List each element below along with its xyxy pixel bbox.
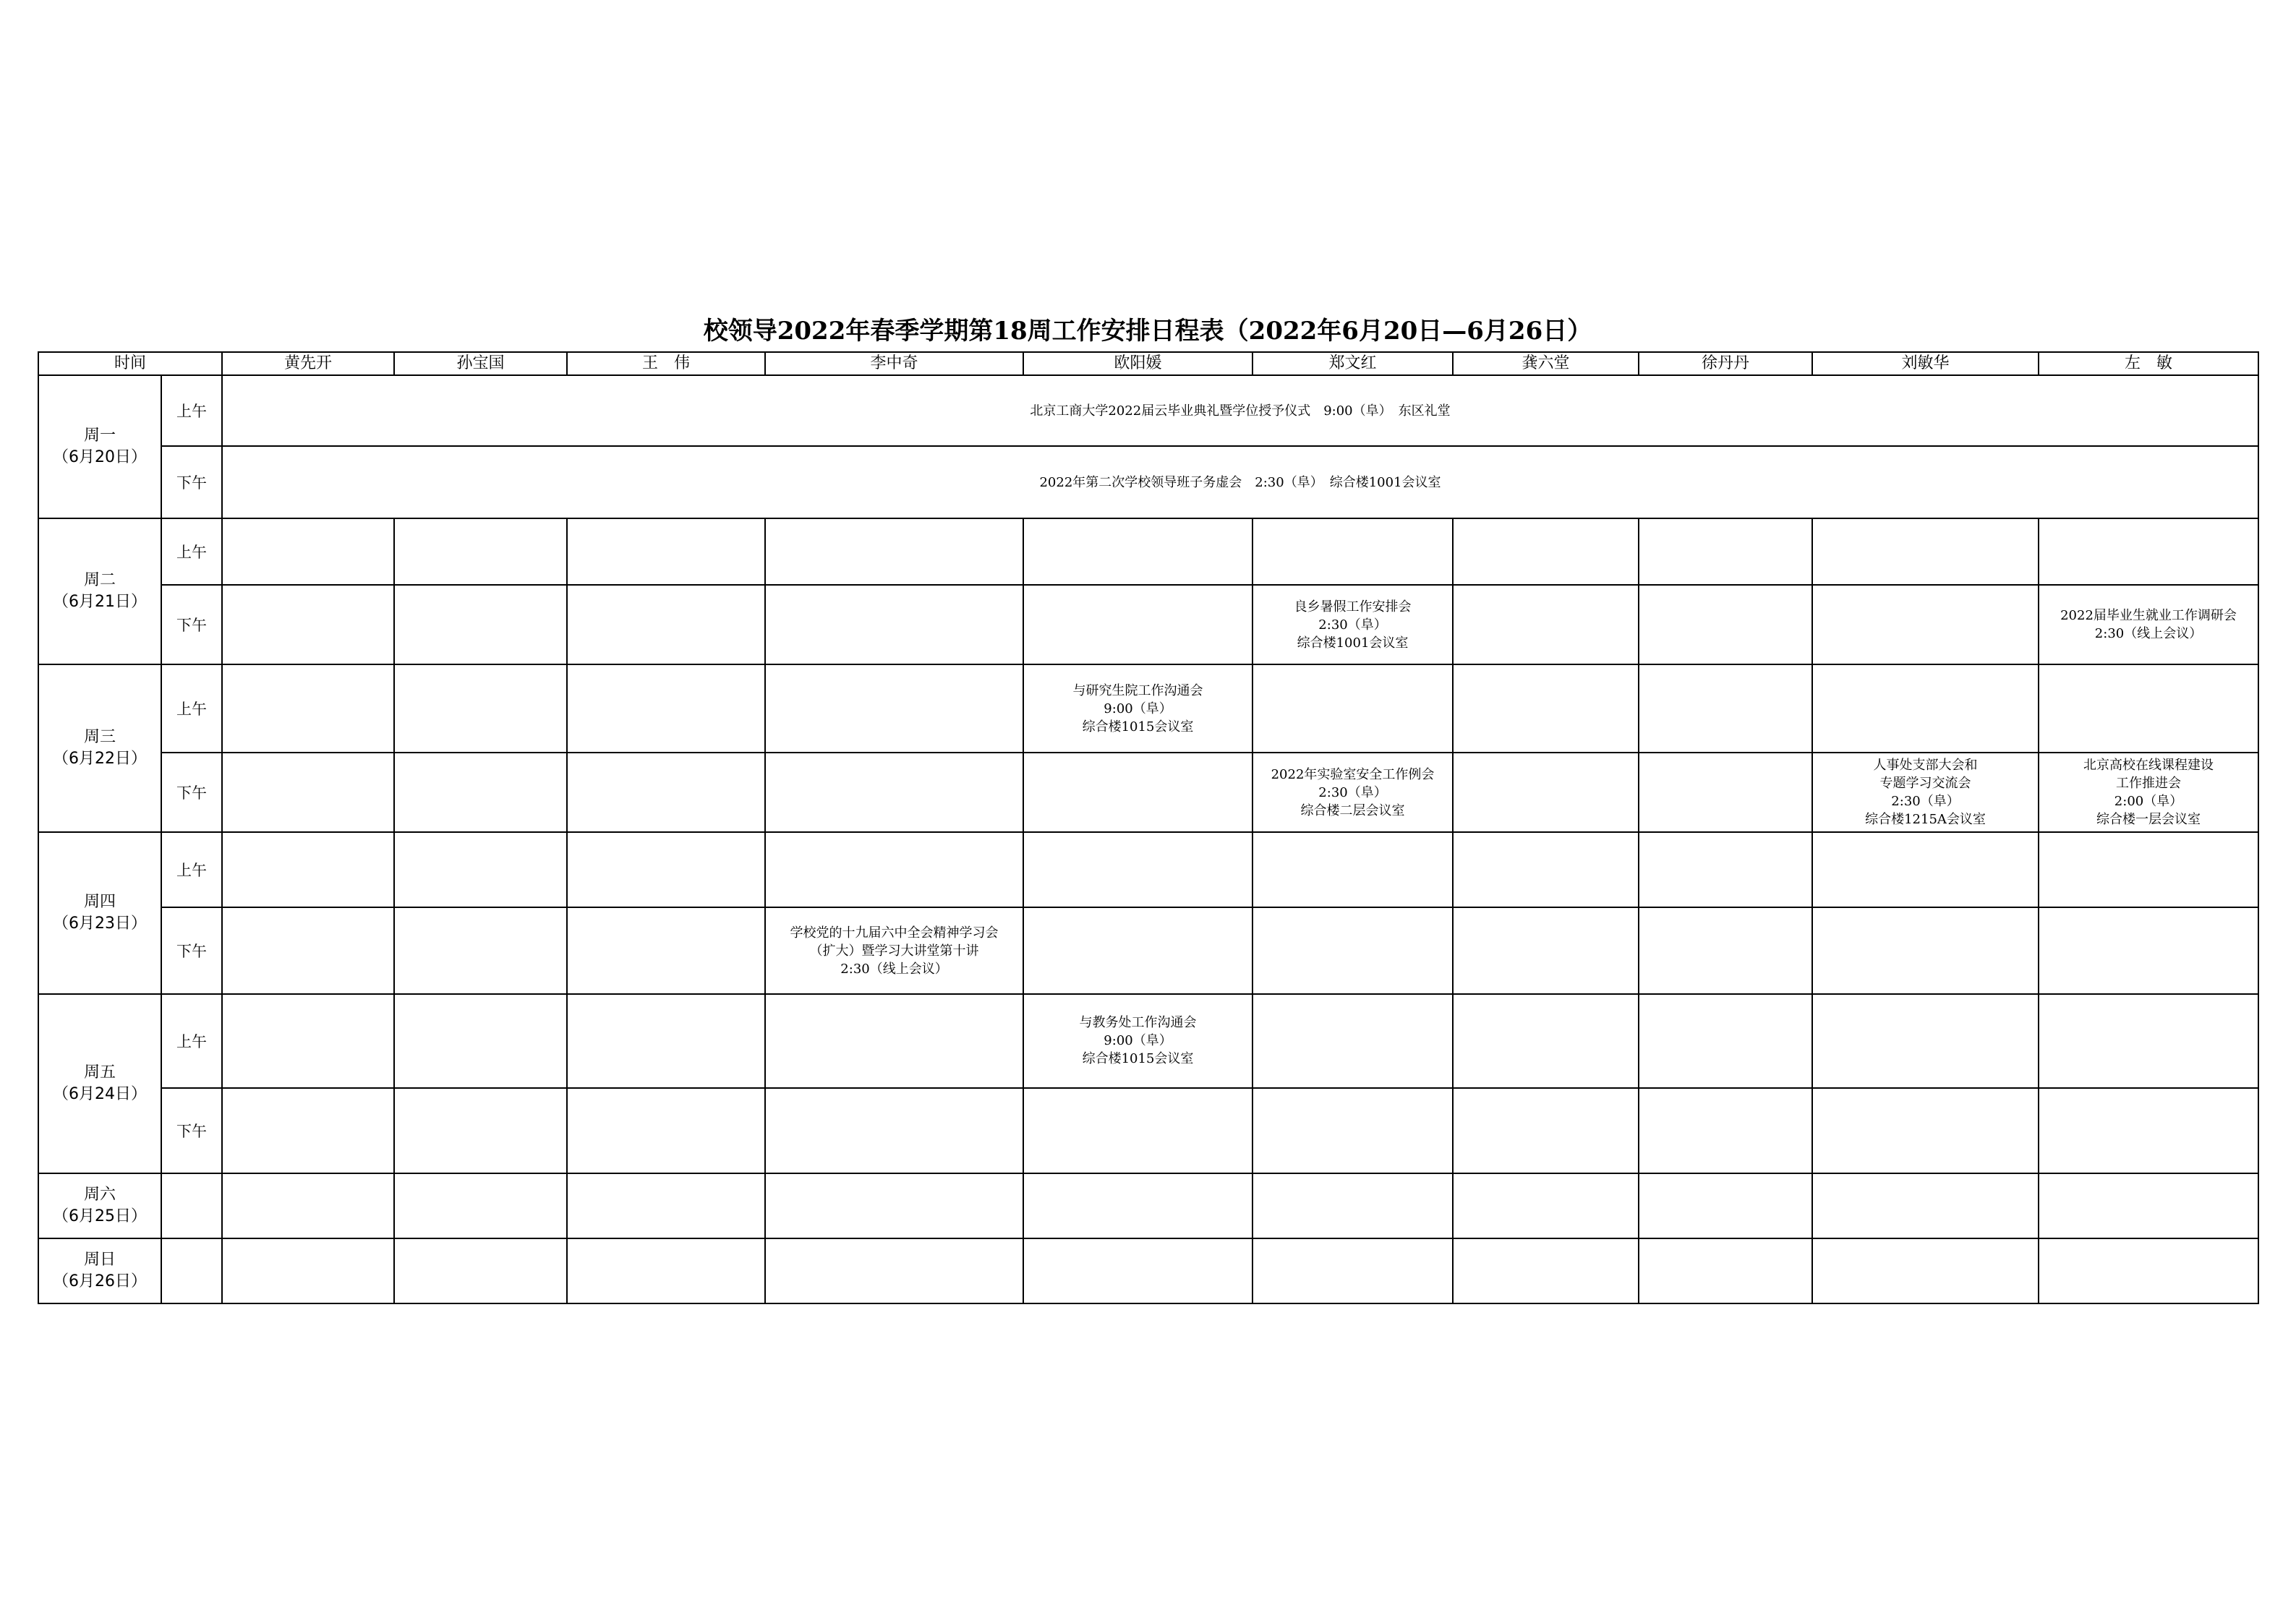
schedule-cell <box>567 585 765 664</box>
schedule-cell <box>1453 585 1639 664</box>
schedule-cell <box>1023 832 1252 907</box>
event-cell: 2022年实验室安全工作例会 2:30（阜） 综合楼二层会议室 <box>1252 753 1453 832</box>
row-thu-am <box>38 832 2258 907</box>
header-leader: 郑文红 <box>1252 352 1453 375</box>
day-cell: 周三 （6月22日） <box>38 664 161 832</box>
day-cell: 周日 （6月26日） <box>38 1238 161 1303</box>
half-label: 下午 <box>161 753 222 832</box>
event-cell: 北京工商大学2022届云毕业典礼暨学位授予仪式 9:00（阜） 东区礼堂 <box>222 375 2258 446</box>
schedule-cell <box>1639 753 1812 832</box>
schedule-cell <box>1023 907 1252 994</box>
schedule-cell <box>222 1238 394 1303</box>
row-sun <box>38 1238 2258 1303</box>
schedule-cell <box>2039 1238 2258 1303</box>
schedule-cell <box>1639 1088 1812 1173</box>
schedule-cell <box>1812 664 2039 753</box>
row-wed-pm <box>38 753 2258 832</box>
schedule-cell <box>2039 1173 2258 1238</box>
header-leader: 龚六堂 <box>1453 352 1639 375</box>
schedule-cell <box>567 664 765 753</box>
schedule-cell <box>2039 907 2258 994</box>
schedule-cell <box>394 907 567 994</box>
schedule-cell <box>765 994 1023 1088</box>
header-leader: 欧阳媛 <box>1023 352 1252 375</box>
schedule-cell <box>1252 1238 1453 1303</box>
schedule-cell <box>222 907 394 994</box>
schedule-cell <box>1639 585 1812 664</box>
schedule-cell <box>2039 664 2258 753</box>
schedule-cell <box>1023 1173 1252 1238</box>
schedule-cell <box>1252 1173 1453 1238</box>
header-leader: 王 伟 <box>567 352 765 375</box>
schedule-cell <box>1023 518 1252 585</box>
schedule-cell <box>1252 664 1453 753</box>
schedule-cell <box>222 753 394 832</box>
header-leader: 左 敏 <box>2039 352 2258 375</box>
schedule-cell <box>1252 1088 1453 1173</box>
schedule-cell <box>222 518 394 585</box>
schedule-cell <box>765 832 1023 907</box>
header-leader: 黄先开 <box>222 352 394 375</box>
schedule-cell <box>161 1173 222 1238</box>
schedule-cell <box>1023 753 1252 832</box>
schedule-cell <box>394 585 567 664</box>
schedule-cell <box>222 585 394 664</box>
schedule-cell <box>1812 832 2039 907</box>
schedule-cell <box>394 1238 567 1303</box>
schedule-cell <box>1639 1173 1812 1238</box>
schedule-cell <box>222 1173 394 1238</box>
schedule-cell <box>1023 1088 1252 1173</box>
row-thu-pm <box>38 907 2258 994</box>
schedule-cell <box>2039 832 2258 907</box>
schedule-cell <box>1453 1238 1639 1303</box>
header-leader: 徐丹丹 <box>1639 352 1812 375</box>
header-row <box>38 352 2258 375</box>
schedule-cell <box>394 753 567 832</box>
schedule-cell <box>222 664 394 753</box>
row-fri-pm <box>38 1088 2258 1173</box>
event-cell: 与研究生院工作沟通会 9:00（阜） 综合楼1015会议室 <box>1023 664 1252 753</box>
event-cell: 2022年第二次学校领导班子务虚会 2:30（阜） 综合楼1001会议室 <box>222 446 2258 518</box>
schedule-cell <box>765 585 1023 664</box>
schedule-cell <box>394 994 567 1088</box>
schedule-cell <box>765 1173 1023 1238</box>
day-cell: 周六 （6月25日） <box>38 1173 161 1238</box>
schedule-cell <box>222 1088 394 1173</box>
event-cell: 2022届毕业生就业工作调研会 2:30（线上会议） <box>2039 585 2258 664</box>
half-label: 下午 <box>161 907 222 994</box>
half-label: 上午 <box>161 518 222 585</box>
schedule-cell <box>1453 518 1639 585</box>
half-label: 下午 <box>161 446 222 518</box>
schedule-cell <box>2039 518 2258 585</box>
schedule-cell <box>1639 1238 1812 1303</box>
schedule-cell <box>567 907 765 994</box>
schedule-cell <box>765 1088 1023 1173</box>
schedule-cell <box>567 1088 765 1173</box>
schedule-cell <box>1812 1088 2039 1173</box>
schedule-cell <box>1453 664 1639 753</box>
schedule-cell <box>567 753 765 832</box>
schedule-cell <box>1453 832 1639 907</box>
row-sat <box>38 1173 2258 1238</box>
schedule-cell <box>1252 907 1453 994</box>
header-leader: 刘敏华 <box>1812 352 2039 375</box>
schedule-cell <box>1023 1238 1252 1303</box>
schedule-cell <box>394 1173 567 1238</box>
schedule-cell <box>1252 832 1453 907</box>
day-cell: 周五 （6月24日） <box>38 994 161 1173</box>
schedule-cell <box>161 1238 222 1303</box>
schedule-cell <box>2039 1088 2258 1173</box>
schedule-cell <box>222 832 394 907</box>
schedule-cell <box>567 1238 765 1303</box>
schedule-cell <box>1023 585 1252 664</box>
schedule-cell <box>1639 994 1812 1088</box>
schedule-cell <box>1812 994 2039 1088</box>
schedule-cell <box>1453 907 1639 994</box>
page-title: 校领导2022年春季学期第18周工作安排日程表（2022年6月20日—6月26日） <box>703 317 1592 346</box>
schedule-cell <box>2039 994 2258 1088</box>
schedule-cell <box>1812 518 2039 585</box>
schedule-cell <box>765 1238 1023 1303</box>
schedule-cell <box>1812 585 2039 664</box>
row-wed-am <box>38 664 2258 753</box>
half-label: 下午 <box>161 1088 222 1173</box>
row-tue-pm <box>38 585 2258 664</box>
schedule-cell <box>567 994 765 1088</box>
schedule-cell <box>567 518 765 585</box>
schedule-cell <box>1453 753 1639 832</box>
schedule-cell <box>1639 664 1812 753</box>
schedule-cell <box>394 1088 567 1173</box>
schedule-cell <box>1639 518 1812 585</box>
schedule-cell <box>1639 907 1812 994</box>
schedule-cell <box>567 1173 765 1238</box>
schedule-cell <box>765 518 1023 585</box>
schedule-cell <box>1812 907 2039 994</box>
schedule-cell <box>1812 1173 2039 1238</box>
schedule-cell <box>394 664 567 753</box>
row-fri-am <box>38 994 2258 1088</box>
schedule-cell <box>765 664 1023 753</box>
day-cell: 周一 （6月20日） <box>38 375 161 518</box>
schedule-cell <box>765 753 1023 832</box>
schedule-cell <box>394 518 567 585</box>
schedule-cell <box>1453 1088 1639 1173</box>
row-mon-pm <box>38 446 2258 518</box>
event-cell: 良乡暑假工作安排会 2:30（阜） 综合楼1001会议室 <box>1252 585 1453 664</box>
header-leader: 李中奇 <box>765 352 1023 375</box>
half-label: 上午 <box>161 832 222 907</box>
schedule-cell <box>1453 994 1639 1088</box>
event-cell: 北京高校在线课程建设 工作推进会 2:00（阜） 综合楼一层会议室 <box>2039 753 2258 832</box>
half-label: 下午 <box>161 585 222 664</box>
event-cell: 学校党的十九届六中全会精神学习会 （扩大）暨学习大讲堂第十讲 2:30（线上会议） <box>765 907 1023 994</box>
event-cell: 与教务处工作沟通会 9:00（阜） 综合楼1015会议室 <box>1023 994 1252 1088</box>
schedule-cell <box>1252 518 1453 585</box>
schedule-cell <box>222 994 394 1088</box>
header-leader: 孙宝国 <box>394 352 567 375</box>
half-label: 上午 <box>161 994 222 1088</box>
schedule-cell <box>1812 1238 2039 1303</box>
schedule-cell <box>394 832 567 907</box>
schedule-cell <box>1639 832 1812 907</box>
schedule-cell <box>1252 994 1453 1088</box>
event-cell: 人事处支部大会和 专题学习交流会 2:30（阜） 综合楼1215A会议室 <box>1812 753 2039 832</box>
header-time: 时间 <box>38 352 222 375</box>
schedule-table <box>38 351 2259 1304</box>
day-cell: 周二 （6月21日） <box>38 518 161 664</box>
row-tue-am <box>38 518 2258 585</box>
row-mon-am <box>38 375 2258 446</box>
schedule-cell <box>567 832 765 907</box>
half-label: 上午 <box>161 375 222 446</box>
day-cell: 周四 （6月23日） <box>38 832 161 994</box>
schedule-cell <box>1453 1173 1639 1238</box>
half-label: 上午 <box>161 664 222 753</box>
